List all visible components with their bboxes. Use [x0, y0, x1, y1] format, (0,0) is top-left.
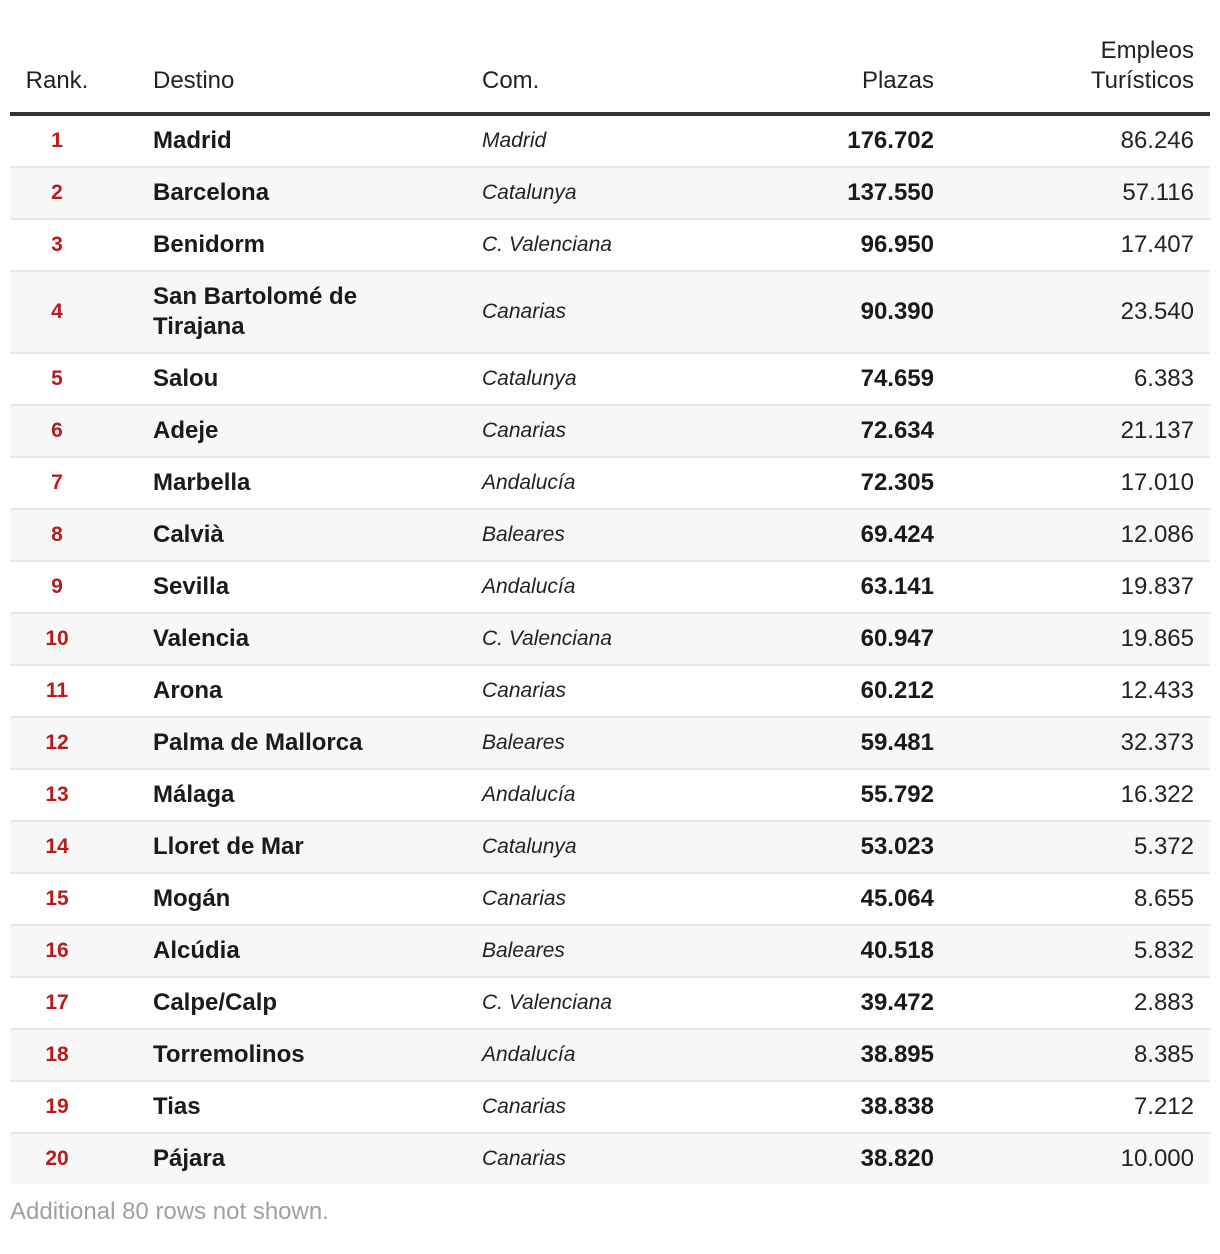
plazas-cell: 55.792	[860, 781, 934, 808]
destino-cell: Sevilla	[153, 573, 230, 600]
empleos-cell: 17.010	[1120, 469, 1194, 496]
com-cell: Catalunya	[482, 181, 577, 204]
com-cell: Andalucía	[482, 471, 576, 494]
table-row[interactable]	[10, 114, 1210, 167]
empleos-cell: 6.383	[1133, 365, 1194, 392]
rank-cell: 14	[45, 835, 69, 858]
plazas-cell: 45.064	[860, 885, 934, 912]
plazas-cell: 69.424	[860, 521, 934, 548]
rank-cell: 8	[51, 523, 63, 546]
empleos-cell: 10.000	[1120, 1145, 1194, 1172]
rank-cell: 20	[45, 1147, 69, 1170]
table-row[interactable]	[10, 561, 1210, 613]
table-row[interactable]	[10, 353, 1210, 405]
destino-cell: Calpe/Calp	[153, 989, 278, 1016]
column-header-rank[interactable]: Rank.	[10, 36, 134, 114]
plazas-cell: 72.634	[860, 417, 934, 444]
destino-cell: Calvià	[153, 521, 224, 548]
com-cell: Andalucía	[482, 575, 576, 598]
column-header-destino[interactable]: Destino	[134, 36, 463, 114]
destino-cell: Lloret de Mar	[153, 833, 304, 860]
plazas-cell: 38.838	[860, 1093, 934, 1120]
destino-cell: Valencia	[153, 625, 250, 652]
table-row[interactable]	[10, 271, 1210, 353]
destino-cell: Adeje	[153, 417, 219, 444]
column-header-empleos-label: Empleos Turísticos	[1090, 37, 1194, 94]
empleos-cell: 5.832	[1133, 937, 1194, 964]
empleos-cell: 23.540	[1120, 298, 1194, 325]
empleos-cell: 5.372	[1133, 833, 1194, 860]
plazas-cell: 60.947	[860, 625, 934, 652]
com-cell: Canarias	[482, 419, 567, 442]
com-cell: C. Valenciana	[482, 627, 612, 650]
rank-cell: 15	[45, 887, 69, 910]
rank-cell: 11	[45, 679, 69, 702]
table-row[interactable]	[10, 925, 1210, 977]
plazas-cell: 74.659	[860, 365, 934, 392]
empleos-cell: 19.865	[1120, 625, 1194, 652]
com-cell: Canarias	[482, 887, 567, 910]
destino-cell: Barcelona	[153, 179, 270, 206]
com-cell: Madrid	[482, 129, 547, 152]
table-row[interactable]	[10, 405, 1210, 457]
destino-cell: Benidorm	[153, 231, 266, 258]
empleos-cell: 8.655	[1133, 885, 1194, 912]
destino-cell: Mogán	[153, 885, 231, 912]
plazas-cell: 59.481	[860, 729, 934, 756]
plazas-cell: 90.390	[860, 298, 934, 325]
destinations-table	[10, 36, 1210, 1184]
rank-cell: 5	[51, 367, 63, 390]
empleos-cell: 16.322	[1120, 781, 1194, 808]
empleos-cell: 12.086	[1120, 521, 1194, 548]
com-cell: Andalucía	[482, 783, 576, 806]
destino-cell: Salou	[153, 365, 219, 392]
plazas-cell: 53.023	[860, 833, 934, 860]
rank-cell: 4	[51, 300, 63, 323]
empleos-cell: 32.373	[1120, 729, 1194, 756]
empleos-cell: 17.407	[1120, 231, 1194, 258]
com-cell: C. Valenciana	[482, 991, 612, 1014]
footnote: Additional 80 rows not shown.	[10, 1198, 329, 1225]
rank-cell: 6	[51, 419, 63, 442]
plazas-cell: 176.702	[847, 127, 934, 154]
plazas-cell: 38.895	[860, 1041, 934, 1068]
column-header-com[interactable]: Com.	[463, 36, 717, 114]
rank-cell: 19	[45, 1095, 69, 1118]
rank-cell: 2	[51, 181, 63, 204]
table-row[interactable]	[10, 665, 1210, 717]
com-cell: Catalunya	[482, 367, 577, 390]
empleos-cell: 7.212	[1133, 1093, 1194, 1120]
empleos-cell: 57.116	[1122, 179, 1194, 206]
empleos-cell: 19.837	[1120, 573, 1194, 600]
destino-cell: Pájara	[153, 1145, 226, 1172]
plazas-cell: 72.305	[860, 469, 934, 496]
destino-cell: Málaga	[153, 781, 235, 808]
table-header	[10, 36, 1210, 114]
com-cell: Baleares	[482, 523, 565, 546]
plazas-cell: 40.518	[860, 937, 934, 964]
table-row[interactable]	[10, 821, 1210, 873]
com-cell: Catalunya	[482, 835, 577, 858]
destino-cell: Marbella	[153, 469, 251, 496]
empleos-cell: 8.385	[1133, 1041, 1194, 1068]
column-header-empleos[interactable]	[950, 36, 1210, 114]
com-cell: Baleares	[482, 731, 565, 754]
empleos-cell: 12.433	[1120, 677, 1194, 704]
rank-cell: 16	[45, 939, 69, 962]
plazas-cell: 38.820	[860, 1145, 934, 1172]
table-row[interactable]	[10, 457, 1210, 509]
table-row[interactable]	[10, 1029, 1210, 1081]
destino-cell: Arona	[153, 677, 223, 704]
rank-cell: 12	[45, 731, 69, 754]
table-row[interactable]	[10, 509, 1210, 561]
destino-cell: Palma de Mallorca	[153, 729, 363, 756]
destino-cell: Alcúdia	[153, 937, 240, 964]
com-cell: Canarias	[482, 679, 567, 702]
table-row[interactable]	[10, 873, 1210, 925]
com-cell: Canarias	[482, 1095, 567, 1118]
empleos-cell: 21.137	[1120, 417, 1194, 444]
table-row[interactable]	[10, 769, 1210, 821]
com-cell: Canarias	[482, 1147, 567, 1170]
com-cell: C. Valenciana	[482, 233, 612, 256]
plazas-cell: 39.472	[860, 989, 934, 1016]
destino-cell: Madrid	[153, 127, 232, 154]
com-cell: Baleares	[482, 939, 565, 962]
empleos-cell: 86.246	[1120, 127, 1194, 154]
plazas-cell: 63.141	[860, 573, 934, 600]
rank-cell: 13	[45, 783, 69, 806]
rank-cell: 7	[51, 471, 63, 494]
table-container	[10, 0, 1210, 1226]
destino-cell: Tias	[153, 1093, 201, 1120]
table-row[interactable]	[10, 717, 1210, 769]
plazas-cell: 96.950	[860, 231, 934, 258]
destino-cell: Torremolinos	[153, 1041, 305, 1068]
rank-cell: 3	[51, 233, 63, 256]
table-row[interactable]	[10, 1081, 1210, 1133]
com-cell: Andalucía	[482, 1043, 576, 1066]
table-row[interactable]	[10, 219, 1210, 271]
table-row[interactable]	[10, 167, 1210, 219]
column-header-plazas[interactable]: Plazas	[717, 36, 950, 114]
rank-cell: 9	[51, 575, 63, 598]
rank-cell: 18	[45, 1043, 69, 1066]
table-row[interactable]	[10, 613, 1210, 665]
rank-cell: 17	[45, 991, 69, 1014]
table-row[interactable]	[10, 1133, 1210, 1184]
rank-cell: 10	[45, 627, 69, 650]
table-body	[10, 114, 1210, 1184]
table-row[interactable]	[10, 977, 1210, 1029]
com-cell: Canarias	[482, 300, 567, 323]
rank-cell: 1	[51, 129, 63, 152]
plazas-cell: 60.212	[860, 677, 934, 704]
empleos-cell: 2.883	[1133, 989, 1194, 1016]
destino-cell: San Bartolomé de Tirajana	[153, 283, 358, 340]
plazas-cell: 137.550	[847, 179, 934, 206]
header-row	[10, 36, 1210, 114]
